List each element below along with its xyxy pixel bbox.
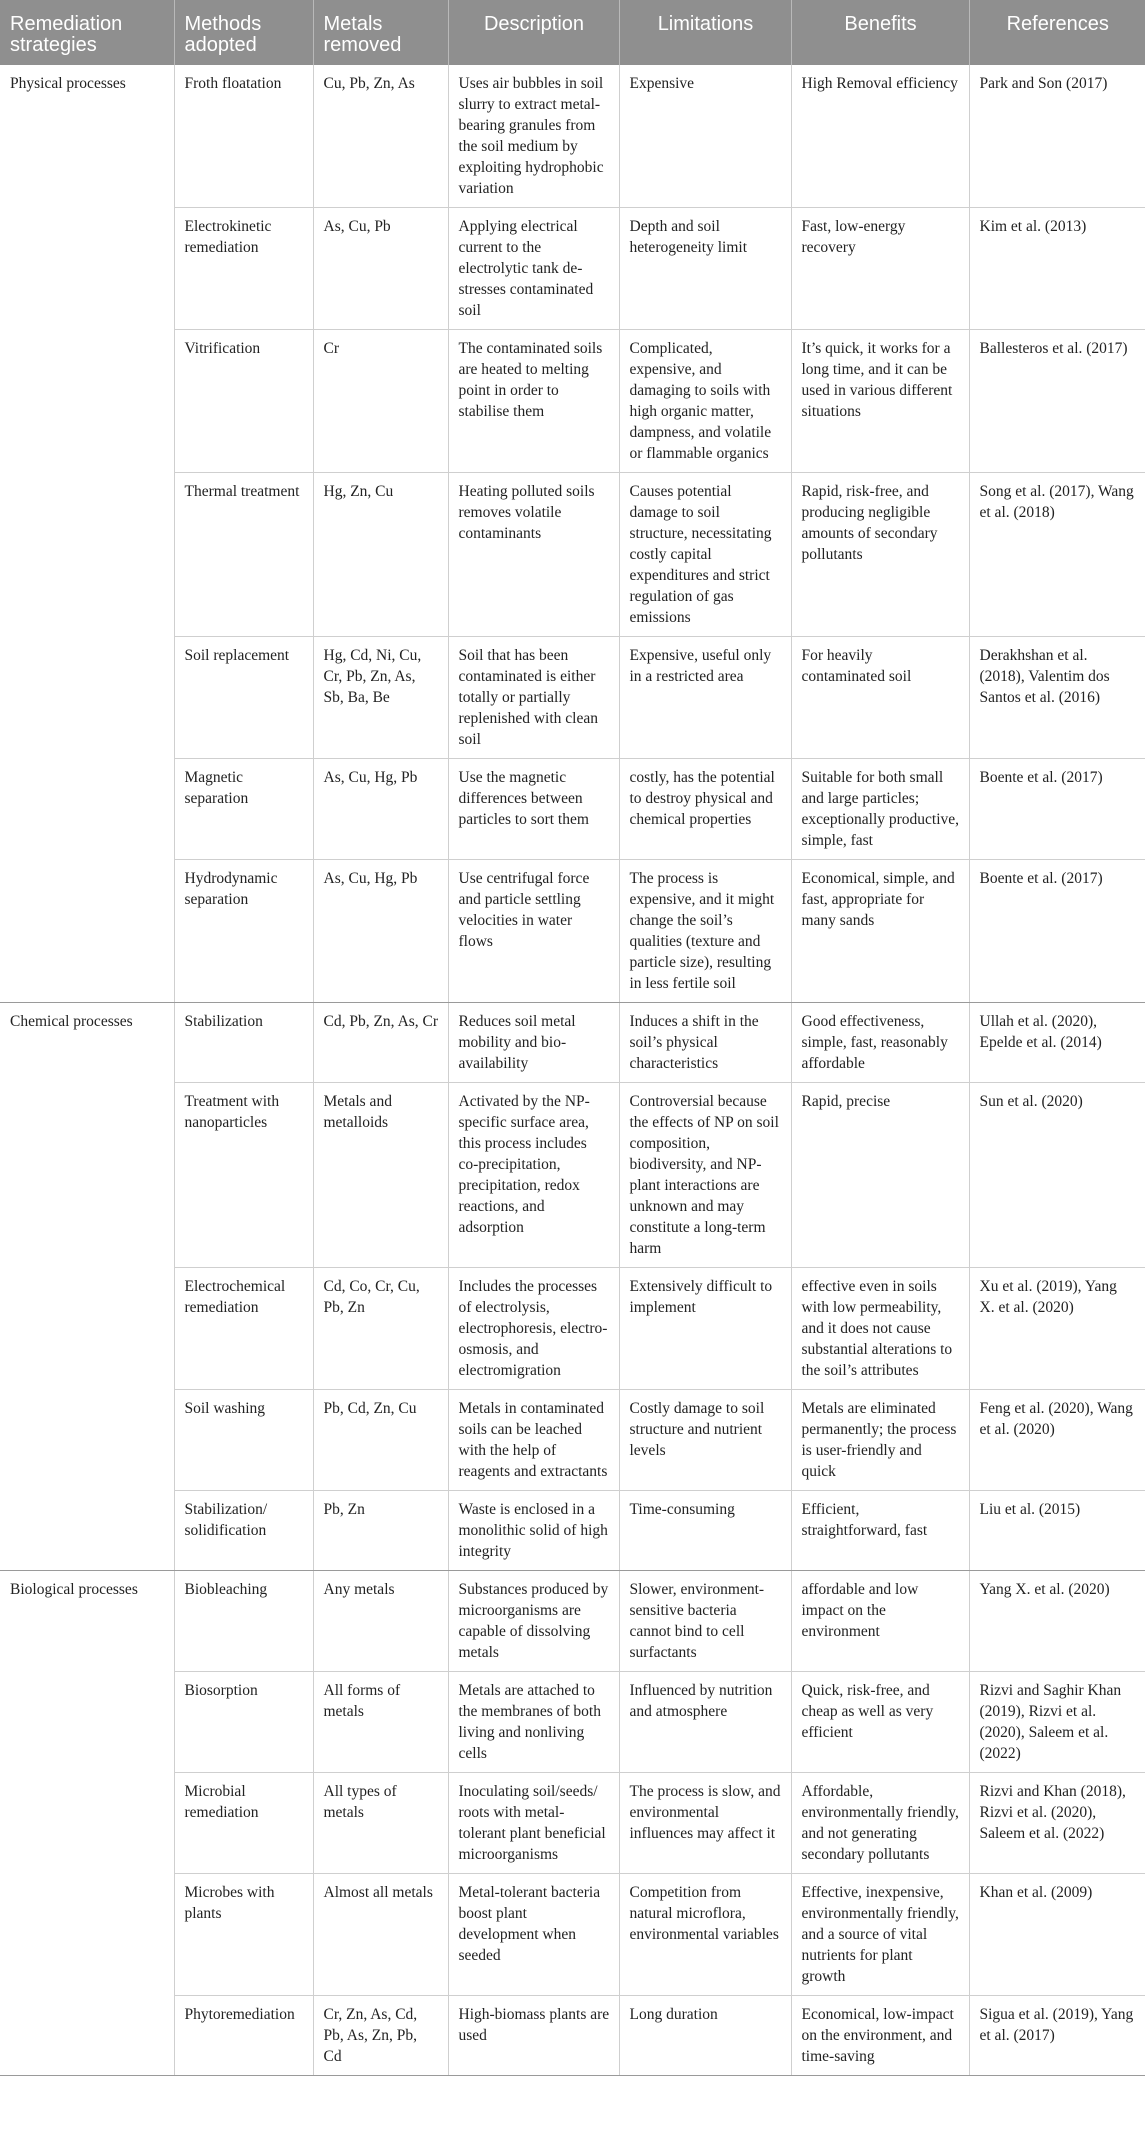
header-metals-removed: Metals removed <box>313 0 448 65</box>
metals-cell: As, Cu, Hg, Pb <box>313 759 448 860</box>
references-cell: Boente et al. (2017) <box>969 759 1145 860</box>
description-cell: Use the magnetic differences between particles to sort them <box>448 759 619 860</box>
description-cell: Includes the processes of electrolysis, electrophoresis, electro-osmosis, and electromigration <box>448 1268 619 1390</box>
references-cell: Sigua et al. (2019), Yang et al. (2017) <box>969 1996 1145 2076</box>
table-row <box>0 1003 1145 1083</box>
metals-cell: Any metals <box>313 1571 448 1672</box>
references-cell: Ullah et al. (2020), Epelde et al. (2014) <box>969 1003 1145 1083</box>
strategy-group-cell: Biological processes <box>0 1571 174 2076</box>
benefits-cell: Economical, low-impact on the environment, and time-saving <box>791 1996 969 2076</box>
metals-cell: All forms of metals <box>313 1672 448 1773</box>
metals-cell: Cr, Zn, As, Cd, Pb, As, Zn, Pb, Cd <box>313 1996 448 2076</box>
benefits-cell: affordable and low impact on the environment <box>791 1571 969 1672</box>
table-row <box>0 1571 1145 1672</box>
table-body <box>0 65 1145 2076</box>
method-cell: Hydrodynamic separation <box>174 860 313 1003</box>
references-cell: Ballesteros et al. (2017) <box>969 330 1145 473</box>
description-cell: Reduces soil metal mobility and bio-availability <box>448 1003 619 1083</box>
benefits-cell: High Removal efficiency <box>791 65 969 208</box>
benefits-cell: Effective, inexpensive, environmentally friendly, and a source of vital nutrients for plant growth <box>791 1874 969 1996</box>
method-cell: Soil washing <box>174 1390 313 1491</box>
description-cell: Applying electrical current to the electrolytic tank de-stresses contaminated soil <box>448 208 619 330</box>
limitations-cell: Long duration <box>619 1996 791 2076</box>
limitations-cell: Competition from natural microflora, environmental variables <box>619 1874 791 1996</box>
method-cell: Stabilization <box>174 1003 313 1083</box>
metals-cell: Cd, Co, Cr, Cu, Pb, Zn <box>313 1268 448 1390</box>
description-cell: Use centrifugal force and particle settling velocities in water flows <box>448 860 619 1003</box>
metals-cell: Cr <box>313 330 448 473</box>
metals-cell: As, Cu, Pb <box>313 208 448 330</box>
limitations-cell: Depth and soil heterogeneity limit <box>619 208 791 330</box>
references-cell: Sun et al. (2020) <box>969 1083 1145 1268</box>
benefits-cell: Good effectiveness, simple, fast, reasonably affordable <box>791 1003 969 1083</box>
metals-cell: Cu, Pb, Zn, As <box>313 65 448 208</box>
benefits-cell: It’s quick, it works for a long time, and it can be used in various different situations <box>791 330 969 473</box>
method-cell: Biobleaching <box>174 1571 313 1672</box>
description-cell: Metal-tolerant bacteria boost plant development when seeded <box>448 1874 619 1996</box>
limitations-cell: costly, has the potential to destroy physical and chemical properties <box>619 759 791 860</box>
method-cell: Treatment with nanoparticles <box>174 1083 313 1268</box>
benefits-cell: Fast, low-energy recovery <box>791 208 969 330</box>
method-cell: Biosorption <box>174 1672 313 1773</box>
strategy-group-cell: Chemical processes <box>0 1003 174 1571</box>
metals-cell: All types of metals <box>313 1773 448 1874</box>
metals-cell: Almost all metals <box>313 1874 448 1996</box>
limitations-cell: Expensive <box>619 65 791 208</box>
references-cell: Liu et al. (2015) <box>969 1491 1145 1571</box>
metals-cell: Metals and metalloids <box>313 1083 448 1268</box>
references-cell: Rizvi and Khan (2018), Rizvi et al. (2020), Saleem et al. (2022) <box>969 1773 1145 1874</box>
benefits-cell: Efficient, straightforward, fast <box>791 1491 969 1571</box>
metals-cell: Cd, Pb, Zn, As, Cr <box>313 1003 448 1083</box>
metals-cell: Hg, Zn, Cu <box>313 473 448 637</box>
method-cell: Electrokinetic remediation <box>174 208 313 330</box>
method-cell: Froth floatation <box>174 65 313 208</box>
benefits-cell: effective even in soils with low permeability, and it does not cause substantial alterations to the soil’s attributes <box>791 1268 969 1390</box>
limitations-cell: Induces a shift in the soil’s physical characteristics <box>619 1003 791 1083</box>
limitations-cell: The process is slow, and environmental influences may affect it <box>619 1773 791 1874</box>
references-cell: Park and Son (2017) <box>969 65 1145 208</box>
metals-cell: Pb, Cd, Zn, Cu <box>313 1390 448 1491</box>
limitations-cell: Controversial because the effects of NP on soil composition, biodiversity, and NP-plant interactions are unknown and may constitute a long-term harm <box>619 1083 791 1268</box>
limitations-cell: Expensive, useful only in a restricted area <box>619 637 791 759</box>
method-cell: Thermal treatment <box>174 473 313 637</box>
benefits-cell: Suitable for both small and large particles; exceptionally productive, simple, fast <box>791 759 969 860</box>
method-cell: Microbial remediation <box>174 1773 313 1874</box>
description-cell: Metals in contaminated soils can be leached with the help of reagents and extractants <box>448 1390 619 1491</box>
references-cell: Xu et al. (2019), Yang X. et al. (2020) <box>969 1268 1145 1390</box>
benefits-cell: Rapid, risk-free, and producing negligible amounts of secondary pollutants <box>791 473 969 637</box>
description-cell: Uses air bubbles in soil slurry to extract metal-bearing granules from the soil medium by exploiting hydrophobic variation <box>448 65 619 208</box>
header-description: Description <box>448 0 619 65</box>
description-cell: Inoculating soil/seeds/ roots with metal-tolerant plant beneficial microorganisms <box>448 1773 619 1874</box>
references-cell: Derakhshan et al. (2018), Valentim dos Santos et al. (2016) <box>969 637 1145 759</box>
benefits-cell: Quick, risk-free, and cheap as well as very efficient <box>791 1672 969 1773</box>
limitations-cell: Complicated, expensive, and damaging to soils with high organic matter, dampness, and volatile or flammable organics <box>619 330 791 473</box>
header-benefits: Benefits <box>791 0 969 65</box>
description-cell: Soil that has been contaminated is either totally or partially replenished with clean soil <box>448 637 619 759</box>
metals-cell: As, Cu, Hg, Pb <box>313 860 448 1003</box>
description-cell: Waste is enclosed in a monolithic solid of high integrity <box>448 1491 619 1571</box>
header-methods-adopted: Methods adopted <box>174 0 313 65</box>
references-cell: Yang X. et al. (2020) <box>969 1571 1145 1672</box>
header-references: References <box>969 0 1145 65</box>
strategy-group-cell: Physical processes <box>0 65 174 1003</box>
header-row <box>0 0 1145 65</box>
references-cell: Boente et al. (2017) <box>969 860 1145 1003</box>
references-cell: Khan et al. (2009) <box>969 1874 1145 1996</box>
references-cell: Kim et al. (2013) <box>969 208 1145 330</box>
limitations-cell: Causes potential damage to soil structure, necessitating costly capital expenditures and strict regulation of gas emissions <box>619 473 791 637</box>
method-cell: Stabilization/ solidification <box>174 1491 313 1571</box>
header-limitations: Limitations <box>619 0 791 65</box>
method-cell: Electrochemical remediation <box>174 1268 313 1390</box>
table-row <box>0 65 1145 208</box>
metals-cell: Pb, Zn <box>313 1491 448 1571</box>
header-remediation-strategies: Remediation strategies <box>0 0 174 65</box>
method-cell: Vitrification <box>174 330 313 473</box>
description-cell: The contaminated soils are heated to melting point in order to stabilise them <box>448 330 619 473</box>
limitations-cell: Influenced by nutrition and atmosphere <box>619 1672 791 1773</box>
method-cell: Magnetic separation <box>174 759 313 860</box>
table-header <box>0 0 1145 65</box>
benefits-cell: Economical, simple, and fast, appropriate for many sands <box>791 860 969 1003</box>
benefits-cell: Metals are eliminated permanently; the process is user-friendly and quick <box>791 1390 969 1491</box>
limitations-cell: Costly damage to soil structure and nutrient levels <box>619 1390 791 1491</box>
metals-cell: Hg, Cd, Ni, Cu, Cr, Pb, Zn, As, Sb, Ba, Be <box>313 637 448 759</box>
limitations-cell: Time-consuming <box>619 1491 791 1571</box>
method-cell: Soil replacement <box>174 637 313 759</box>
benefits-cell: Rapid, precise <box>791 1083 969 1268</box>
method-cell: Phytoremediation <box>174 1996 313 2076</box>
limitations-cell: Extensively difficult to implement <box>619 1268 791 1390</box>
description-cell: Metals are attached to the membranes of both living and nonliving cells <box>448 1672 619 1773</box>
references-cell: Rizvi and Saghir Khan (2019), Rizvi et al. (2020), Saleem et al. (2022) <box>969 1672 1145 1773</box>
limitations-cell: The process is expensive, and it might change the soil’s qualities (texture and particle size), resulting in less fertile soil <box>619 860 791 1003</box>
benefits-cell: For heavily contaminated soil <box>791 637 969 759</box>
description-cell: Substances produced by microorganisms are capable of dissolving metals <box>448 1571 619 1672</box>
description-cell: High-biomass plants are used <box>448 1996 619 2076</box>
description-cell: Heating polluted soils removes volatile contaminants <box>448 473 619 637</box>
references-cell: Feng et al. (2020), Wang et al. (2020) <box>969 1390 1145 1491</box>
references-cell: Song et al. (2017), Wang et al. (2018) <box>969 473 1145 637</box>
description-cell: Activated by the NP-specific surface area, this process includes co-precipitation, precipitation, redox reactions, and adsorption <box>448 1083 619 1268</box>
method-cell: Microbes with plants <box>174 1874 313 1996</box>
benefits-cell: Affordable, environmentally friendly, and not generating secondary pollutants <box>791 1773 969 1874</box>
limitations-cell: Slower, environment-sensitive bacteria cannot bind to cell surfactants <box>619 1571 791 1672</box>
